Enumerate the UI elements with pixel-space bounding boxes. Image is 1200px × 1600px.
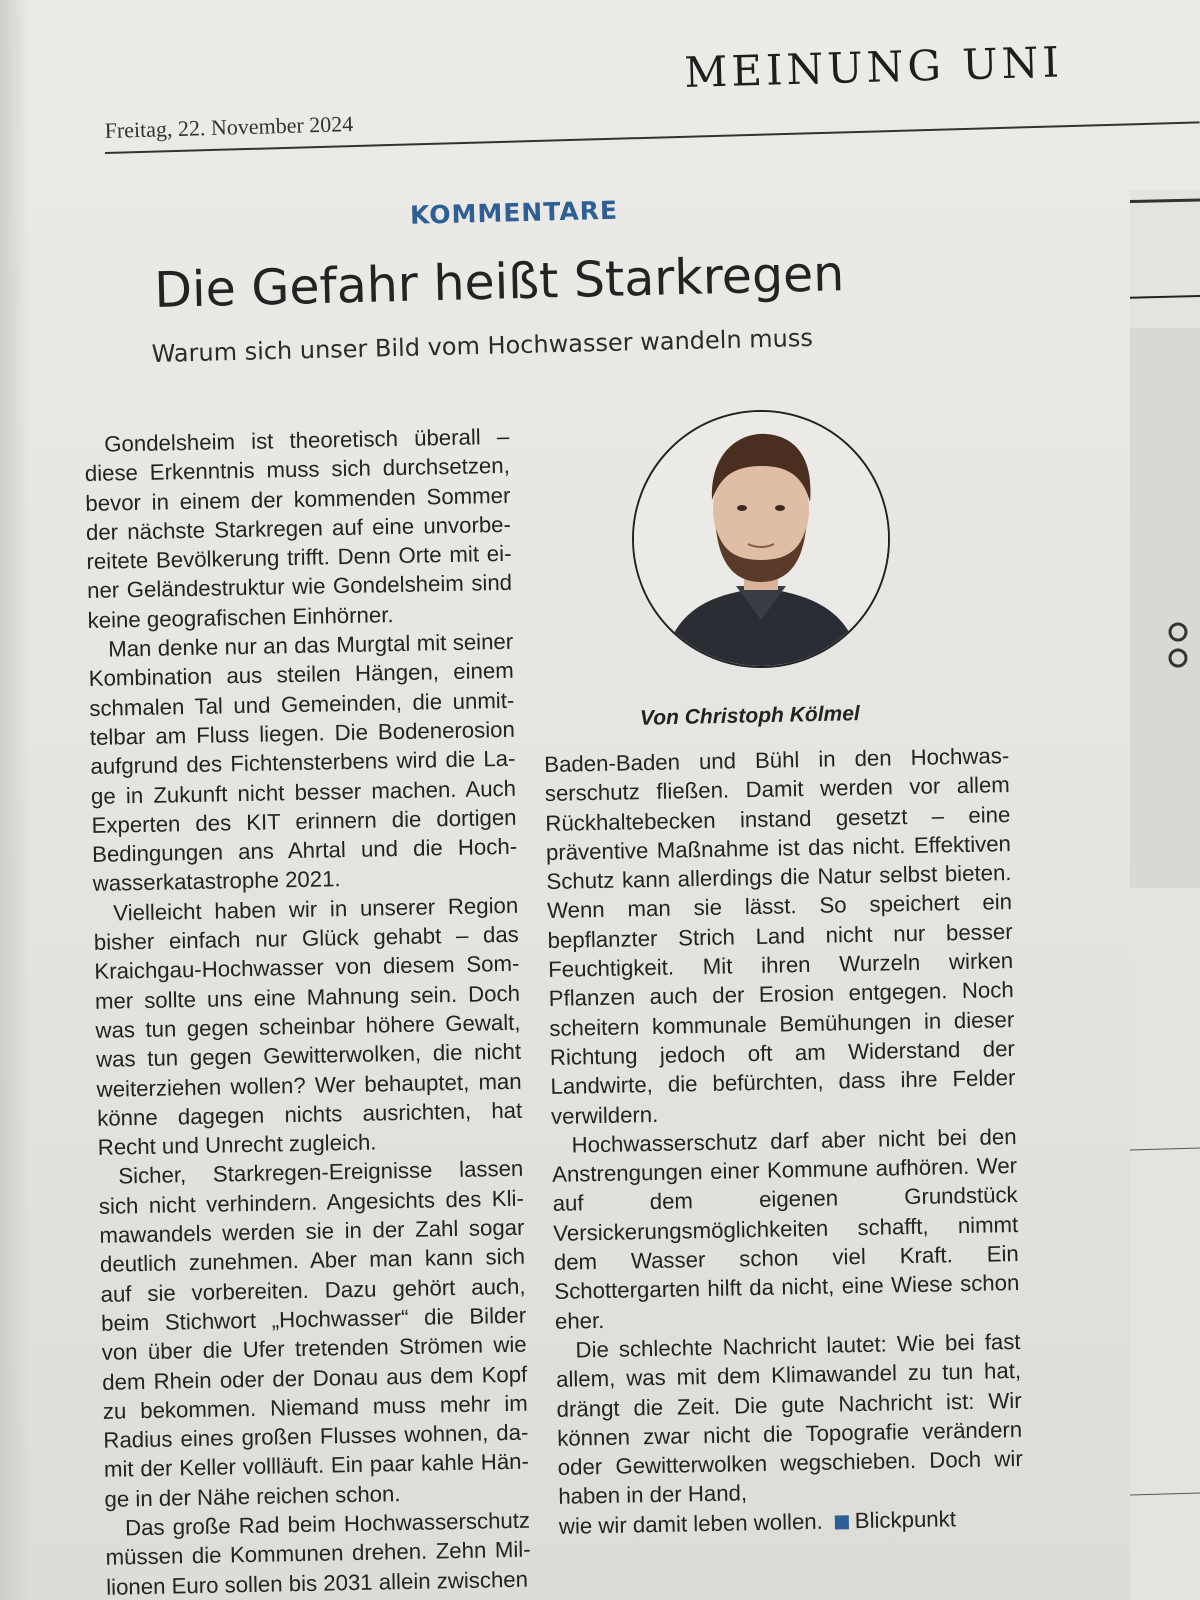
adjacent-page-edge: [1130, 190, 1200, 1600]
page-fold-shadow: [0, 0, 30, 1600]
paragraph: Man denke nur an das Murgtal mit seiner Kombination aus steilen Hängen, einem schmalen Tal und Gemeinden, die unmittelbar am Fluss liegen. Die Bodenerosion aufgrund des Fichtensterbens wird die Lage in Zukunft nicht besser machen. Auch Experten des KIT erinnern die dortigen Bedingungen ans Ahrtal und die Hochwasserkatastrophe 2021.: [88, 628, 518, 897]
article-column-1: [84, 422, 531, 1600]
paragraph: Sicher, Starkregen-Ereignisse lassen sich nicht verhindern. Angesichts des Klimawandels werden sie in der Zahl sogar deutlich zunehmen. Aber man kann sich auf sie vorbereiten. Dazu gehört auch, beim Stichwort „Hochwasser“ die Bilder von über die Ufer tretenden Strömen wie dem Rhein oder der Donau aus dem Kopf zu bekommen. Niemand muss mehr im Radius eines großen Flusses wohnen, damit der Keller vollläuft. Ein paar kahle Hänge in der Nähe reichen schon.: [98, 1156, 530, 1512]
signoff-source: Blickpunkt: [854, 1505, 957, 1533]
paragraph: Hochwasserschutz darf aber nicht bei den Anstrengungen einer Kommune aufhören. Wer auf dem eigenen Grundstück Versickerungsmöglichkeiten schafft, nimmt dem Wasser schon viel Kraft. Ein Schottergarten hilft da nicht, eine Wiese schon eher.: [551, 1123, 1020, 1334]
paragraph: Das große Rad beim Hochwasserschutz müssen die Kommunen drehen. Zehn Millionen Euro sollen bis 2031 allein zwischen: [105, 1507, 531, 1600]
issue-date: Freitag, 22. November 2024: [104, 111, 354, 144]
paragraph: Die schlechte Nachricht lautet: Wie bei fast allem, was mit dem Klimawandel zu tun hat, drängt die Zeit. Die gute Nachricht ist: Wir können zwar nicht die Topografie verändern oder Gewitterwolken wegschieben. Doch wir haben in der Hand,: [555, 1328, 1023, 1510]
author-portrait: [632, 410, 890, 668]
article-headline: Die Gefahr heißt Starkregen: [153, 245, 845, 319]
article-byline: Von Christoph Kölmel: [639, 702, 860, 730]
article-subheadline: Warum sich unser Bild vom Hochwasser wandeln muss: [151, 323, 814, 368]
paragraph: Gondelsheim ist theoretisch überall – diese Erkenntnis muss sich durchsetzen, bevor in einem der kommenden Sommer der nächste Starkregen auf eine unvorbereitete Bevölkerung trifft. Denn Orte mit einer Geländestruktur wie Gondelsheim sind keine geografischen Einhörner.: [84, 423, 513, 633]
paragraph: Vielleicht haben wir in unserer Region bisher einfach nur Glück gehabt – das Kraichgau-Hochwasser von diesem Sommer sollte uns eine Mahnung sein. Doch was tun gegen scheinbar höhere Gewalt, was tun gegen Gewitterwolken, die nicht weiterziehen wollen? Wer behauptet, man könne dagegen nichts ausrichten, hat Recht und Unrecht zugleich.: [93, 892, 523, 1160]
last-line: wie wir damit leben wollen.: [558, 1508, 823, 1539]
article-column-2: [544, 741, 1024, 1541]
section-title: MEINUNG UNI: [683, 37, 1064, 97]
article-kicker: KOMMENTARE: [409, 195, 619, 230]
paragraph: Baden-Baden und Bühl in den Hochwasserschutz fließen. Damit werden vor allem Rückhaltebecken instand gesetzt – eine präventive Maßnahme ist das nicht. Effektiven Schutz kann allerdings die Natur selbst bieten. Wenn man sie lässt. So speichert ein bepflanzter Strich Land nicht nur besser Feuchtigkeit. Mit ihren Wurzeln wirken Pflanzen auch der Erosion entgegen. Noch scheitern kommunale Bemühungen in dieser Richtung jedoch oft am Widerstand der Landwirte, die befürchten, dass ihre Felder verwildern.: [544, 743, 1016, 1129]
end-square-icon: [835, 1515, 849, 1529]
